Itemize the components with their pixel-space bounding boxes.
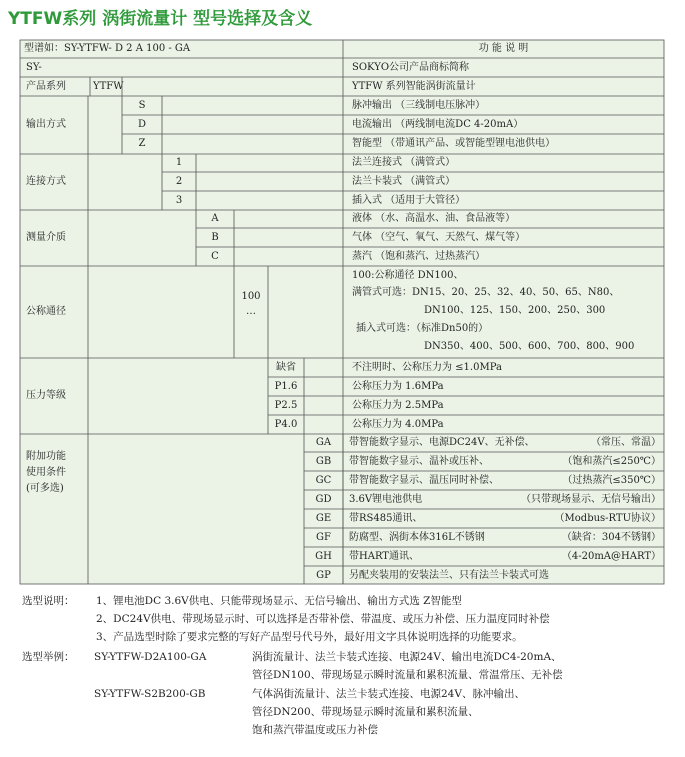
diameter-code: 100 bbox=[241, 291, 261, 302]
pressure-label: 压力等级 bbox=[26, 390, 66, 401]
output-desc: 智能型 （带通讯产品、或智能型锂电池供电） bbox=[352, 138, 556, 149]
extra-note: （常压、常温） bbox=[591, 437, 661, 448]
note-line: 2、DC24V供电、带现场显示时、可以选择是否带补偿、带温度、或压力补偿、压力温度同时补偿 bbox=[96, 613, 550, 625]
medium-label: 测量介质 bbox=[26, 232, 66, 243]
note-line: 3、产品选型时除了要求完整的写好产品型号代号外，最好用文字具体说明选择的功能要求。 bbox=[96, 631, 523, 643]
model-example: 型谱如：SY-YTFW- D 2 A 100 - GA bbox=[24, 43, 191, 54]
pressure-code: P1.6 bbox=[274, 381, 298, 392]
pressure-code: P2.5 bbox=[274, 400, 298, 411]
output-desc: 电流输出 （两线制电流DC 4-20mA） bbox=[352, 119, 524, 130]
extra-desc: 另配夹装用的安装法兰、只有法兰卡装式可选 bbox=[349, 570, 549, 581]
medium-desc: 液体 （水、高温水、油、食品液等） bbox=[352, 213, 516, 224]
connection-desc: 法兰卡装式 （满管式） bbox=[352, 176, 456, 187]
extra-code: GF bbox=[316, 532, 331, 543]
extra-label: 使用条件 bbox=[26, 467, 66, 478]
sy-code: SY- bbox=[26, 62, 42, 73]
pressure-desc: 不注明时、公称压力为 ≤1.0MPa bbox=[352, 362, 502, 373]
note-line: 1、锂电池DC 3.6V供电、只能带现场显示、无信号输出、输出方式选 Z智能型 bbox=[96, 595, 462, 607]
extra-code: GP bbox=[316, 570, 331, 581]
diameter-desc: 满管式可选：DN15、20、25、32、40、50、65、N80、 bbox=[352, 287, 620, 298]
extra-code: GA bbox=[315, 437, 332, 448]
extra-note: （过热蒸汽≤350℃） bbox=[562, 475, 661, 486]
output-code: Z bbox=[138, 138, 146, 149]
pressure-desc: 公称压力为 4.0MPa bbox=[352, 419, 444, 430]
extra-label: (可多选) bbox=[26, 483, 64, 494]
diameter-desc: DN100、125、150、200、250、300 bbox=[424, 305, 606, 316]
diameter-desc: 100:公称通径 DN100、 bbox=[352, 270, 464, 281]
notes-label: 选型说明： bbox=[22, 595, 75, 607]
example-desc: 气体涡街流量计、法兰卡装式连接、电源24V、脉冲输出、 bbox=[252, 688, 525, 700]
example-code: SY-YTFW-D2A100-GA bbox=[94, 651, 207, 663]
function-header: 功 能 说 明 bbox=[478, 43, 529, 54]
extra-note: （Modbus-RTU协议） bbox=[554, 513, 661, 524]
output-code: D bbox=[137, 119, 147, 130]
example-desc: 管径DN200、带现场显示瞬时流量和累积流量、 bbox=[252, 706, 479, 718]
diameter-desc: 插入式可选：（标准Dn50的） bbox=[356, 323, 489, 334]
extra-code: GB bbox=[315, 456, 332, 467]
extra-desc: 3.6V锂电池供电 bbox=[349, 494, 423, 505]
series-desc: YTFW 系列智能涡街流量计 bbox=[352, 81, 476, 92]
examples-label: 选型举例： bbox=[22, 651, 75, 663]
connection-code: 1 bbox=[175, 157, 183, 168]
connection-label: 连接方式 bbox=[26, 176, 66, 187]
diameter-desc: DN350、400、500、600、700、800、900 bbox=[424, 341, 635, 352]
pressure-desc: 公称压力为 2.5MPa bbox=[352, 400, 444, 411]
medium-desc: 蒸汽 （饱和蒸汽、过热蒸汽） bbox=[352, 251, 486, 262]
extra-desc: 带智能数字显示、温压同时补偿、 bbox=[349, 475, 499, 486]
extra-note: （只带现场显示、无信号输出） bbox=[521, 494, 661, 505]
extra-code: GD bbox=[315, 494, 332, 505]
page-title: YTFW系列 涡街流量计 型号选择及含义 bbox=[8, 9, 313, 29]
example-desc: 涡街流量计、法兰卡装式连接、电源24V、输出电流DC4-20mA、 bbox=[252, 651, 562, 663]
series-label: 产品系列 bbox=[26, 81, 66, 92]
extra-label: 附加功能 bbox=[26, 451, 66, 462]
connection-code: 3 bbox=[175, 195, 183, 206]
output-desc: 脉冲输出 （三线制电压脉冲） bbox=[352, 100, 486, 111]
diameter-label: 公称通径 bbox=[26, 306, 66, 317]
extra-code: GE bbox=[315, 513, 332, 524]
connection-desc: 法兰连接式 （满管式） bbox=[352, 157, 456, 168]
diameter-code-more: … bbox=[246, 306, 256, 317]
example-code: SY-YTFW-S2B200-GB bbox=[94, 688, 206, 700]
connection-desc: 插入式 （适用于大管径） bbox=[352, 195, 466, 206]
medium-code: C bbox=[211, 251, 219, 262]
pressure-code: P4.0 bbox=[274, 419, 298, 430]
medium-code: B bbox=[211, 232, 219, 243]
output-code: S bbox=[138, 100, 146, 111]
example-desc: 饱和蒸汽带温度或压力补偿 bbox=[252, 724, 378, 736]
extra-desc: 带智能数字显示、温补或压补、 bbox=[349, 456, 489, 467]
extra-code: GC bbox=[315, 475, 332, 486]
pressure-code: 缺省 bbox=[276, 362, 296, 373]
extra-code: GH bbox=[315, 551, 332, 562]
extra-desc: 防腐型、涡街本体316L不锈钢 bbox=[349, 532, 485, 543]
series-code: YTFW bbox=[93, 81, 124, 92]
extra-note: （4-20mA@HART） bbox=[561, 551, 661, 562]
example-desc: 管径DN100、带现场显示瞬时流量和累积流量、常温常压、无补偿 bbox=[252, 669, 563, 681]
extra-note: （缺省：304不锈钢） bbox=[561, 532, 661, 543]
extra-desc: 带RS485通讯、 bbox=[349, 513, 423, 524]
extra-note: （饱和蒸汽≤250℃） bbox=[562, 456, 661, 467]
extra-desc: 带智能数字显示、电源DC24V、无补偿、 bbox=[349, 437, 535, 448]
sy-desc: SOKYO公司产品商标简称 bbox=[352, 62, 470, 73]
medium-desc: 气体 （空气、氧气、天然气、煤气等） bbox=[352, 232, 526, 243]
connection-code: 2 bbox=[175, 176, 183, 187]
extra-desc: 带HART通讯、 bbox=[349, 551, 419, 562]
medium-code: A bbox=[211, 213, 219, 224]
pressure-desc: 公称压力为 1.6MPa bbox=[352, 381, 444, 392]
output-label: 输出方式 bbox=[26, 119, 66, 130]
